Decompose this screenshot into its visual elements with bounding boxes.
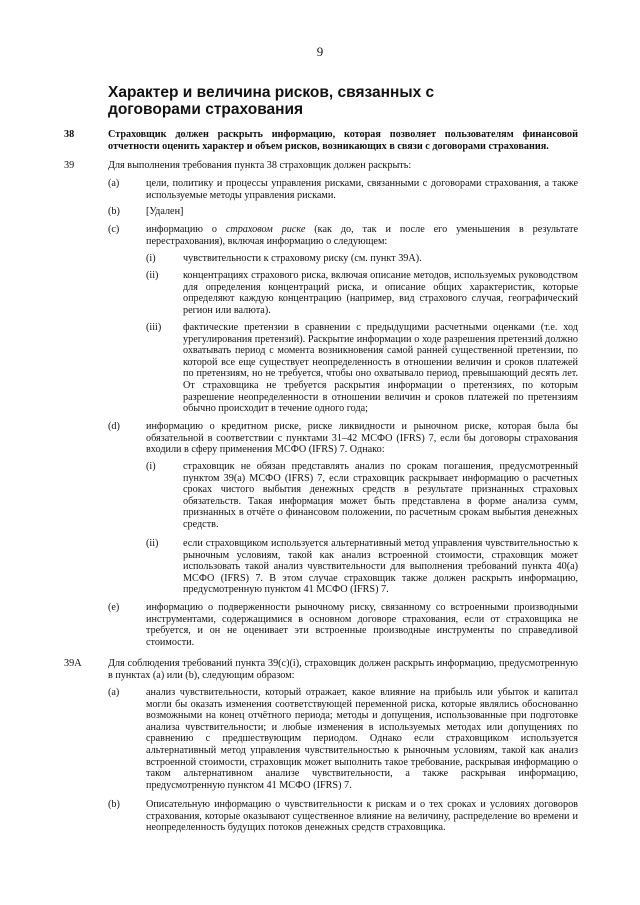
item-39c-ii-text: концентрациях страхового риска, включая описание методов, используемых руководством для определения концентраций риска, и описание общих характеристик, которые определяют каждую концентрацию (например, вид страхового случая, географический регион или валюта). [183,270,578,316]
item-39d-ii-label: (ii) [146,538,159,549]
item-39A-a-text: анализ чувствительности, который отражает, какое влияние на прибыль или убыток и капитал могли бы оказать изменения соответствующей переменной риска, которые являлись обоснованно возможными на конец отчётного периода; методы и допущения, использованные при подготовке анализа чувствительности; и любые изменения в используемых методах или допущениях по сравнению с предшествующим периодом. Однако если страховщиком используется альтернативный метод управления чувствительностью к рыночным условиям, такой как анализ встроенной стоимости, страховщик может выполнить такое требование, раскрывая информацию о таком альтернативном анализе чувствительности, а также раскрывая информацию, предусмотренную пунктом 41 МСФО (IFRS) 7. [146,687,578,791]
item-39b-label: (b) [108,206,120,217]
item-39e-label: (e) [108,602,120,613]
item-39c-iii-text: фактические претензии в сравнении с предыдущими расчетными оценками (т.е. ход урегулирования претензий). Раскрытие информации о ходе разрешения претензий должно охватывать период с момента возникновения самой ранней существенной претензии, по которой все еще существует неопределенность в отношении величин и сроков платежей по претензиям, но не требуется, чтобы оно охватывало период, превышающий десять лет. От страховщика не требуется раскрытия информации о претензиях, по которым разрешение неопределенности в отношении величин и сроков платежей по претензиям обычно происходит в течение одного года; [183,322,578,415]
paragraph-39A-intro: Для соблюдения требований пункта 39(c)(i), страховщик должен раскрыть информацию, предусмотренную в пунктах (a) или (b), следующим образом: [108,658,578,681]
item-39c-ii-label: (ii) [146,270,159,281]
item-39d-i-label: (i) [146,461,156,472]
item-39d-i-text: страховщик не обязан представлять анализ по срокам погашения, предусмотренный пунктом 39(a) МСФО (IFRS) 7, если страховщик раскрывает информацию о расчетных сроках чистого выбытия денежных средств в результате признанных страховых обязательств. Такая информация может быть представлена в форме анализа сумм, признанных в отчёте о финансовом положении, по расчетным срокам выбытия денежных средств. [183,461,578,530]
paragraph-number-38: 38 [64,129,75,140]
item-39a-label: (a) [108,178,120,189]
item-39c-text-after: (как до, так и после его уменьшения в результате перестрахования), включая информацию о следующем: [146,224,578,247]
paragraph-number-39: 39 [64,160,75,171]
item-39c-label: (c) [108,224,120,235]
defined-term-insurance-risk: страховом риске [225,224,306,235]
paragraph-number-39A: 39А [64,658,82,669]
page-number: 9 [316,44,324,59]
paragraph-38-text: Страховщик должен раскрыть информацию, которая позволяет пользователям финансовой отчетности оценить характер и объем рисков, возникающих в связи с договорами страхования. [108,129,578,152]
item-39c-i-text: чувствительности к страховому риску (см. пункт 39А). [183,253,422,264]
paragraph-39-intro: Для выполнения требования пункта 38 страховщик должен раскрыть: [108,160,412,171]
item-39d-label: (d) [108,421,120,432]
item-39c-iii-label: (iii) [146,322,162,333]
item-39c-text-before: информацию о [146,224,226,235]
item-39d-ii-text: если страховщиком используется альтернативный метод управления чувствительностью к рыночным условиям, такой как анализ встроенной стоимости, страховщик может использовать такой анализ чувствительности для выполнения требований пункта 40(a) МСФО (IFRS) 7. В этом случае страховщик также должен раскрыть информацию, предусмотренную пунктом 41 МСФО (IFRS) 7. [183,538,578,596]
item-39d-text: информацию о кредитном риске, риске ликвидности и рыночном риске, которая была бы обязательной в соответствии с пунктами 31–42 МСФО (IFRS) 7, если бы договоры страхования входили в сферу применения МСФО (IFRS) 7. Однако: [146,421,578,456]
section-heading: Характер и величина рисков, связанных с договорами страхования [108,84,435,118]
item-39A-b-label: (b) [108,799,120,810]
item-39b-text: [Удален] [146,206,184,217]
item-39a-text: цели, политику и процессы управления рисками, связанными с договорами страхования, а также используемые методы управления рисками. [146,178,578,201]
item-39c-text [146,224,578,247]
item-39e-text: информацию о подверженности рыночному риску, связанному со встроенными производными инструментами, содержащимися в основном договоре страхования, если от страховщика не требуется, и он не оценивает эти встроенные производные инструменты по справедливой стоимости. [146,602,578,648]
item-39A-a-label: (a) [108,687,120,698]
item-39A-b-text: Описательную информацию о чувствительности к рискам и о тех сроках и условиях договоров страхования, которые оказывают существенное влияние на величину, распределение во времени и неопределенность будущих потоков денежных средств страховщика. [146,799,578,834]
item-39c-i-label: (i) [146,253,156,264]
